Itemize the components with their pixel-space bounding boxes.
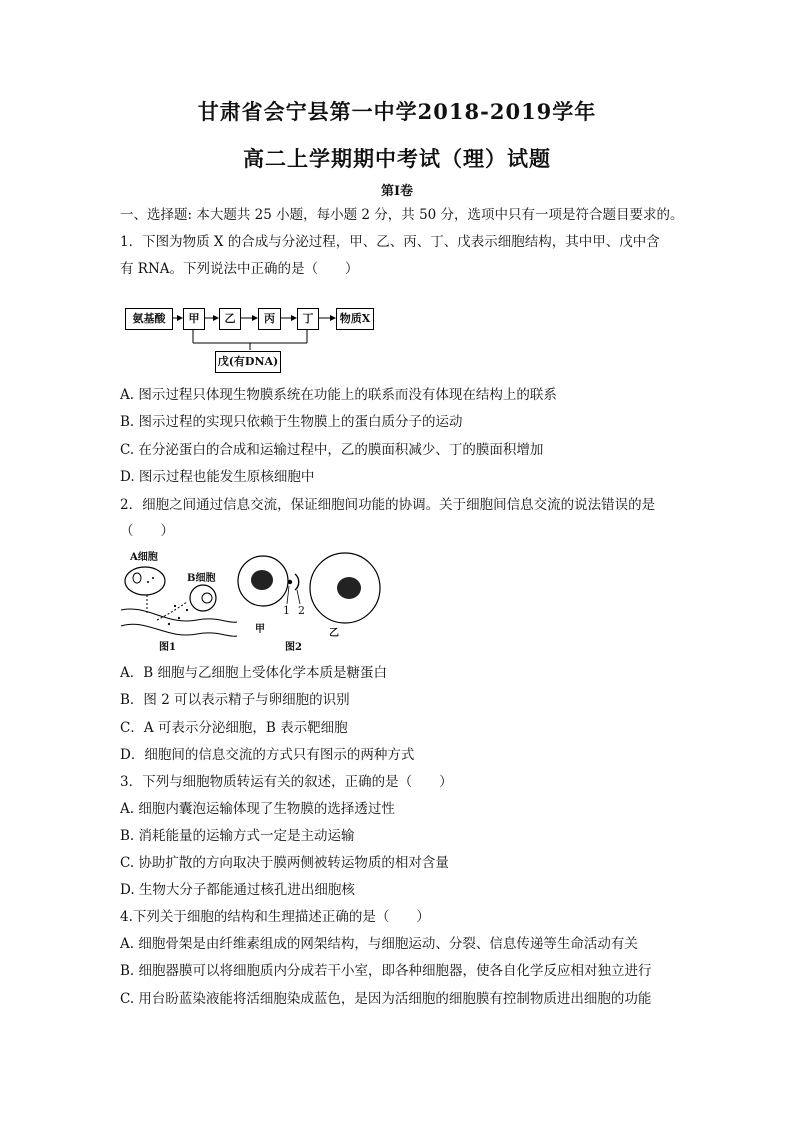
q2-option-d: D．细胞间的信息交流的方式只有图示的两种方式	[120, 747, 415, 763]
node-amino-acid: 氨基酸	[125, 308, 173, 330]
q1-option-d: D. 图示过程也能发生原核细胞中	[120, 469, 315, 485]
label-yi: 乙	[329, 628, 339, 639]
q2-option-a: A．B 细胞与乙细胞上受体化学本质是糖蛋白	[120, 665, 387, 681]
q3-option-d: D. 生物大分子都能通过核孔进出细胞核	[120, 882, 355, 898]
q1-option-c: C. 在分泌蛋白的合成和运输过程中，乙的膜面积减少、丁的膜面积增加	[120, 442, 544, 458]
title-line-1: 甘肃省会宁县第一中学2018-2019学年	[197, 99, 597, 124]
label-1: 1	[283, 604, 290, 617]
q2-option-b: B．图 2 可以表示精子与卵细胞的识别	[120, 692, 350, 708]
volume-heading: 第I卷	[380, 184, 414, 199]
q2-cell-diagram	[117, 548, 387, 654]
label-2: 2	[298, 604, 305, 617]
q4-stem: 4.下列关于细胞的结构和生理描述正确的是（ ）	[120, 909, 430, 925]
q4-option-b: B. 细胞器膜可以将细胞质内分成若干小室，即各种细胞器，使各自化学反应相对独立进行	[120, 963, 652, 979]
q2-cell-drawing	[117, 548, 387, 654]
q2-stem-line1: 2．细胞之间通过信息交流，保证细胞间功能的协调。关于细胞间信息交流的说法错误的是	[120, 497, 656, 513]
q2-option-c: C．A 可表示分泌细胞，B 表示靶细胞	[120, 720, 348, 736]
node-ding: 丁	[297, 308, 319, 330]
label-a-cell: A细胞	[130, 552, 158, 563]
node-wu: 戊(有DNA)	[215, 351, 281, 373]
label-b-cell: B细胞	[187, 573, 216, 584]
title-line-2: 高二上学期期中考试（理）试题	[243, 146, 551, 171]
q1-option-a: A. 图示过程只体现生物膜系统在功能上的联系而没有体现在结构上的联系	[120, 387, 557, 403]
q1-option-b: B. 图示过程的实现只依赖于生物膜上的蛋白质分子的运动	[120, 414, 463, 430]
q3-stem: 3．下列与细胞物质转运有关的叙述，正确的是（ ）	[120, 774, 453, 790]
q2-stem-line2: （ ）	[120, 523, 174, 539]
label-fig1: 图1	[159, 642, 176, 653]
q1-stem-line2: 有 RNA。下列说法中正确的是（ ）	[120, 261, 359, 277]
node-substance-x: 物质X	[336, 308, 374, 330]
q1-flow-diagram	[122, 298, 392, 378]
node-yi: 乙	[219, 308, 241, 330]
q4-option-a: A. 细胞骨架是由纤维素组成的网架结构，与细胞运动、分裂、信息传递等生命活动有关	[120, 936, 638, 952]
label-jia: 甲	[255, 624, 265, 635]
section-intro: 一、选择题: 本大题共 25 小题，每小题 2 分，共 50 分，选项中只有一项是符合题目要求的。	[120, 207, 684, 223]
q4-option-c: C. 用台盼蓝染液能将活细胞染成蓝色，是因为活细胞的细胞膜有控制物质进出细胞的功能	[120, 991, 652, 1007]
node-jia: 甲	[183, 308, 205, 330]
label-fig2: 图2	[285, 642, 302, 653]
q3-option-a: A. 细胞内囊泡运输体现了生物膜的选择透过性	[120, 801, 395, 817]
q3-option-c: C. 协助扩散的方向取决于膜两侧被转运物质的相对含量	[120, 855, 449, 871]
q3-option-b: B. 消耗能量的运输方式一定是主动运输	[120, 828, 355, 844]
q1-stem-line1: 1．下图为物质 X 的合成与分泌过程，甲、乙、丙、丁、戊表示细胞结构，其中甲、戊中含	[120, 234, 660, 250]
node-bing: 丙	[258, 308, 281, 330]
